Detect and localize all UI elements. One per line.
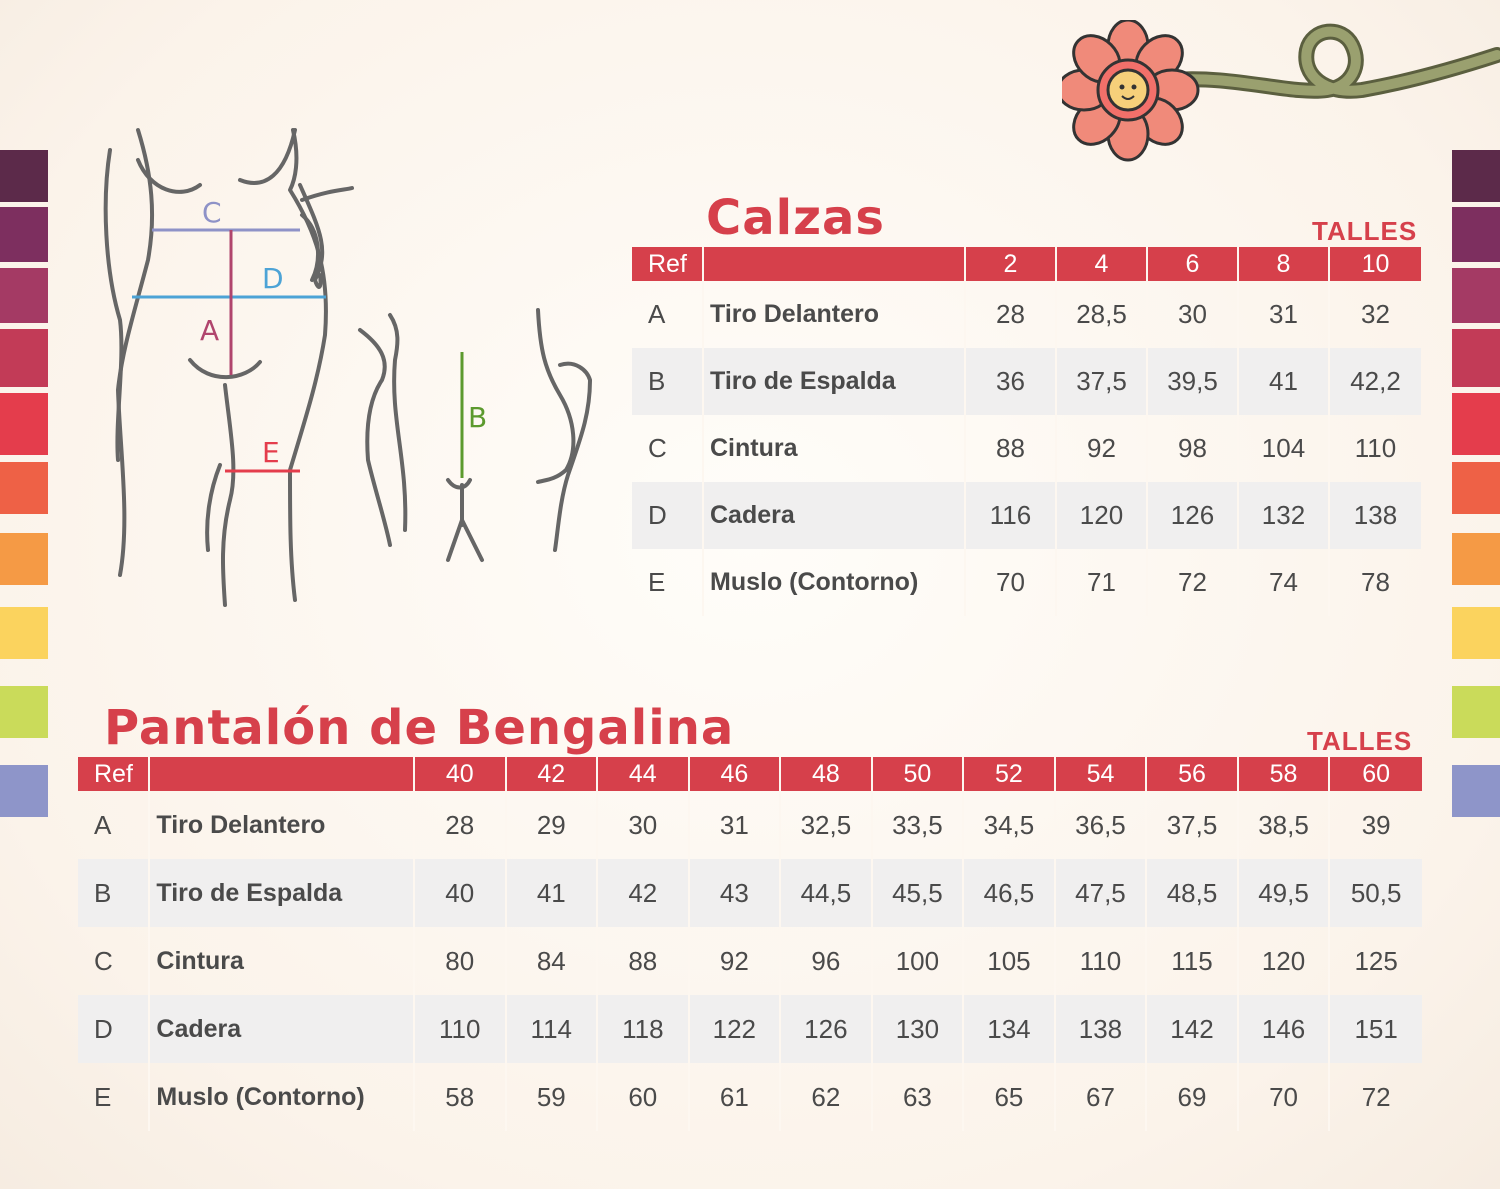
value-cell: 138 xyxy=(1330,482,1421,549)
value-cell: 62 xyxy=(781,1063,873,1131)
value-cell: 151 xyxy=(1330,995,1422,1063)
value-cell: 31 xyxy=(690,791,782,859)
value-cell: 50,5 xyxy=(1330,859,1422,927)
value-cell: 48,5 xyxy=(1147,859,1239,927)
color-swatch xyxy=(0,686,48,738)
color-swatch xyxy=(0,462,48,514)
value-cell: 29 xyxy=(507,791,599,859)
value-cell: 47,5 xyxy=(1056,859,1148,927)
value-cell: 39,5 xyxy=(1148,348,1239,415)
color-strip-left xyxy=(0,0,48,1189)
value-cell: 72 xyxy=(1361,1081,1391,1112)
measure-name: Muslo (Contorno) xyxy=(704,549,966,616)
figure-label-a: A xyxy=(200,314,220,347)
bengalina-header-row xyxy=(78,757,1422,791)
table-row xyxy=(78,995,1422,1063)
size-header: 8 xyxy=(1239,247,1330,281)
bengalina-talles-label: TALLES xyxy=(1307,726,1413,756)
color-swatch xyxy=(0,150,48,202)
calzas-talles-label: TALLES xyxy=(1312,216,1418,246)
ref-cell: A xyxy=(78,791,150,859)
value-cell: 88 xyxy=(966,415,1057,482)
value-cell: 42 xyxy=(598,859,690,927)
value-cell: 84 xyxy=(507,927,599,995)
value-cell: 100 xyxy=(873,927,965,995)
size-header: 6 xyxy=(1148,247,1239,281)
size-header: 42 xyxy=(507,757,599,791)
size-header: 56 xyxy=(1147,757,1239,791)
value-cell: 36 xyxy=(966,348,1057,415)
size-header: 48 xyxy=(781,757,873,791)
body-silhouette-icon xyxy=(90,120,610,620)
size-header: 52 xyxy=(964,757,1056,791)
flower-icon xyxy=(1062,20,1500,162)
color-swatch xyxy=(0,533,48,585)
table-row xyxy=(78,927,1422,995)
value-cell: 134 xyxy=(964,995,1056,1063)
value-cell: 118 xyxy=(598,995,690,1063)
ref-cell: E xyxy=(632,549,704,616)
color-swatch xyxy=(1452,329,1500,387)
value-cell: 146 xyxy=(1239,995,1331,1063)
value-cell: 37,5 xyxy=(1057,348,1148,415)
measure-name: Cadera xyxy=(704,482,966,549)
value-cell: 60 xyxy=(598,1063,690,1131)
value-cell: 46,5 xyxy=(964,859,1056,927)
value-cell: 74 xyxy=(1239,549,1330,616)
size-header: 2 xyxy=(966,247,1057,281)
value-cell: 69 xyxy=(1147,1063,1239,1131)
value-cell: 110 xyxy=(1056,927,1148,995)
value-cell: 31 xyxy=(1239,281,1330,348)
size-header: 10 xyxy=(1330,247,1421,281)
table-row xyxy=(632,281,1421,348)
value-cell: 36,5 xyxy=(1056,791,1148,859)
table-row xyxy=(632,348,1421,415)
name-header xyxy=(150,757,415,791)
value-cell: 28,5 xyxy=(1057,281,1148,348)
measure-name: Tiro Delantero xyxy=(150,791,415,859)
value-cell: 59 xyxy=(507,1063,599,1131)
value-cell: 58 xyxy=(415,1063,507,1131)
value-cell: 67 xyxy=(1056,1063,1148,1131)
value-cell: 32,5 xyxy=(781,791,873,859)
value-cell: 138 xyxy=(1056,995,1148,1063)
figure-label-d: D xyxy=(262,262,284,295)
measure-name: Muslo (Contorno) xyxy=(150,1063,415,1131)
bengalina-size-table xyxy=(78,757,1422,1131)
color-swatch xyxy=(1452,765,1500,817)
color-swatch xyxy=(1452,462,1500,514)
value-cell: 30 xyxy=(598,791,690,859)
ref-cell: C xyxy=(632,415,704,482)
ref-cell: D xyxy=(78,995,150,1063)
color-swatch xyxy=(0,268,48,323)
value-cell: 122 xyxy=(690,995,782,1063)
size-header: 50 xyxy=(873,757,965,791)
value-cell: 28 xyxy=(415,791,507,859)
value-cell: 70 xyxy=(966,549,1057,616)
size-header: 40 xyxy=(415,757,507,791)
ref-cell: B xyxy=(632,348,704,415)
size-header: 44 xyxy=(598,757,690,791)
value-cell: 78 xyxy=(1361,567,1390,597)
value-cell: 40 xyxy=(415,859,507,927)
value-cell: 63 xyxy=(873,1063,965,1131)
bengalina-title: Pantalón de Bengalina xyxy=(104,700,735,756)
color-swatch xyxy=(1452,393,1500,455)
table-row xyxy=(78,1063,1422,1131)
table-row xyxy=(632,415,1421,482)
value-cell: 33,5 xyxy=(873,791,965,859)
table-row xyxy=(632,549,1421,616)
measure-name: Tiro de Espalda xyxy=(704,348,966,415)
value-cell: 92 xyxy=(1057,415,1148,482)
value-cell: 41 xyxy=(507,859,599,927)
value-cell: 114 xyxy=(507,995,599,1063)
value-cell: 32 xyxy=(1361,299,1390,329)
value-cell: 126 xyxy=(1148,482,1239,549)
value-cell: 43 xyxy=(690,859,782,927)
value-cell: 37,5 xyxy=(1147,791,1239,859)
size-header: 46 xyxy=(690,757,782,791)
size-header: 4 xyxy=(1057,247,1148,281)
value-cell: 34,5 xyxy=(964,791,1056,859)
value-cell: 49,5 xyxy=(1239,859,1331,927)
value-cell: 120 xyxy=(1057,482,1148,549)
color-swatch xyxy=(1452,207,1500,262)
table-row xyxy=(78,859,1422,927)
table-row xyxy=(78,791,1422,859)
value-cell: 116 xyxy=(966,482,1057,549)
value-cell: 120 xyxy=(1239,927,1331,995)
ref-header: Ref xyxy=(632,247,704,281)
calzas-header-row xyxy=(632,247,1421,281)
value-cell: 65 xyxy=(964,1063,1056,1131)
size-header: 58 xyxy=(1239,757,1331,791)
measure-name: Cintura xyxy=(704,415,966,482)
color-swatch xyxy=(1452,268,1500,323)
figure-label-e: E xyxy=(262,436,280,469)
color-swatch xyxy=(0,607,48,659)
measure-name: Tiro de Espalda xyxy=(150,859,415,927)
value-cell: 105 xyxy=(964,927,1056,995)
value-cell: 98 xyxy=(1148,415,1239,482)
calzas-size-table xyxy=(632,247,1421,616)
value-cell: 70 xyxy=(1239,1063,1331,1131)
value-cell: 61 xyxy=(690,1063,782,1131)
value-cell: 39 xyxy=(1361,809,1391,840)
value-cell: 30 xyxy=(1148,281,1239,348)
value-cell: 28 xyxy=(966,281,1057,348)
ref-cell: C xyxy=(78,927,150,995)
value-cell: 125 xyxy=(1354,945,1398,976)
value-cell: 72 xyxy=(1148,549,1239,616)
value-cell: 92 xyxy=(690,927,782,995)
value-cell: 42,2 xyxy=(1330,348,1421,415)
measure-name: Cintura xyxy=(150,927,415,995)
value-cell: 44,5 xyxy=(781,859,873,927)
value-cell: 38,5 xyxy=(1239,791,1331,859)
table-row xyxy=(632,482,1421,549)
figure-label-c: C xyxy=(202,196,222,229)
size-header: 60 xyxy=(1330,757,1422,791)
value-cell: 104 xyxy=(1239,415,1330,482)
color-swatch xyxy=(0,393,48,455)
value-cell: 110 xyxy=(415,995,507,1063)
ref-cell: B xyxy=(78,859,150,927)
ref-cell: E xyxy=(78,1063,150,1131)
value-cell: 71 xyxy=(1057,549,1148,616)
value-cell: 96 xyxy=(781,927,873,995)
value-cell: 110 xyxy=(1354,433,1397,463)
value-cell: 130 xyxy=(873,995,965,1063)
color-swatch xyxy=(0,765,48,817)
ref-cell: A xyxy=(632,281,704,348)
calzas-title: Calzas xyxy=(706,190,885,246)
name-header xyxy=(704,247,966,281)
figure-label-b: B xyxy=(468,401,488,434)
value-cell: 132 xyxy=(1239,482,1330,549)
value-cell: 80 xyxy=(415,927,507,995)
ref-cell: D xyxy=(632,482,704,549)
ref-header: Ref xyxy=(78,757,150,791)
value-cell: 45,5 xyxy=(873,859,965,927)
value-cell: 88 xyxy=(598,927,690,995)
color-swatch xyxy=(0,329,48,387)
color-swatch xyxy=(1452,533,1500,585)
value-cell: 41 xyxy=(1239,348,1330,415)
measure-name: Tiro Delantero xyxy=(704,281,966,348)
value-cell: 142 xyxy=(1147,995,1239,1063)
value-cell: 126 xyxy=(781,995,873,1063)
color-swatch xyxy=(1452,686,1500,738)
color-strip-right xyxy=(1452,0,1500,1189)
measure-name: Cadera xyxy=(150,995,415,1063)
color-swatch xyxy=(0,207,48,262)
color-swatch xyxy=(1452,607,1500,659)
value-cell: 115 xyxy=(1147,927,1239,995)
size-header: 54 xyxy=(1056,757,1148,791)
